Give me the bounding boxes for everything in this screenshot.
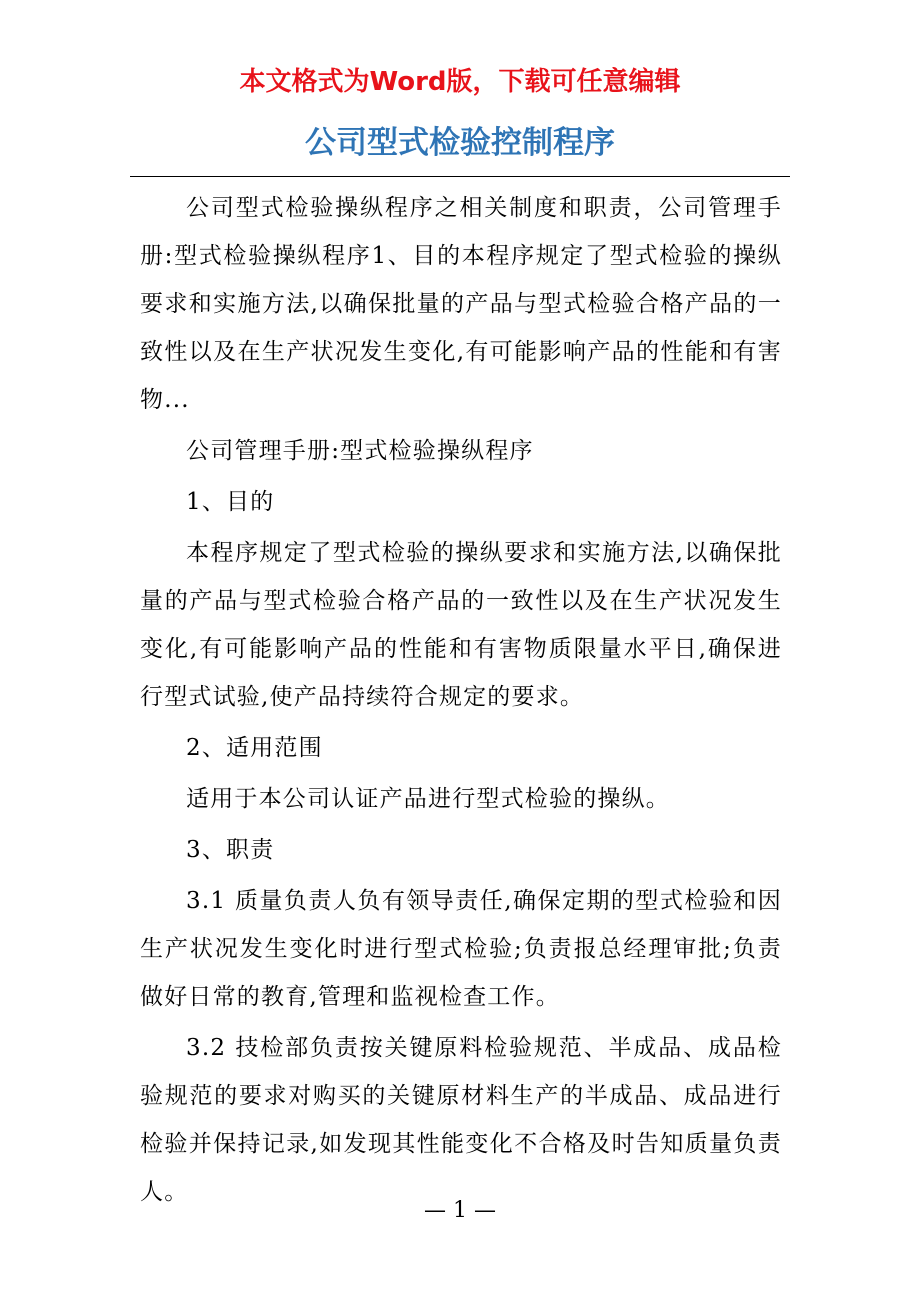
paragraph-summary: 公司型式检验操纵程序之相关制度和职责，公司管理手册:型式检验操纵程序1、目的本程序规定了型式检验的操纵要求和实施方法,以确保批量的产品与型式检验合格产品的一致性以及在生产状况发生变化,有可能影响产品的性能和有害物... (140, 195, 782, 413)
paragraph-purpose: 本程序规定了型式检验的操纵要求和实施方法,以确保批量的产品与型式检验合格产品的一致性以及在生产状况发生变化,有可能影响产品的性能和有害物质限量水平日,确保进行型式试验,使产品持续符合规定的要求。 (140, 540, 782, 710)
section-heading-purpose: 1、目的 (186, 489, 275, 515)
document-body (140, 184, 782, 1219)
document-title: 公司型式检验控制程序 (305, 125, 615, 161)
section-heading-scope: 2、适用范围 (186, 735, 323, 761)
format-banner: 本文格式为Word版，下载可任意编辑 (239, 67, 681, 97)
title-divider (130, 176, 790, 177)
section-heading-responsibility: 3、职责 (186, 837, 275, 863)
page-number: — 1 — (424, 1198, 496, 1223)
paragraph-manual-heading: 公司管理手册:型式检验操纵程序 (186, 438, 534, 464)
paragraph-responsibility-3-2: 3.2 技检部负责按关键原料检验规范、半成品、成品检验规范的要求对购买的关键原材料生产的半成品、成品进行检验并保持记录,如发现其性能变化不合格及时告知质量负责人。 (140, 1035, 782, 1205)
paragraph-scope: 适用于本公司认证产品进行型式检验的操纵。 (186, 786, 670, 812)
paragraph-responsibility-3-1: 3.1 质量负责人负有领导责任,确保定期的型式检验和因生产状况发生变化时进行型式检验;负责报总经理审批;负责做好日常的教育,管理和监视检查工作。 (140, 888, 782, 1010)
